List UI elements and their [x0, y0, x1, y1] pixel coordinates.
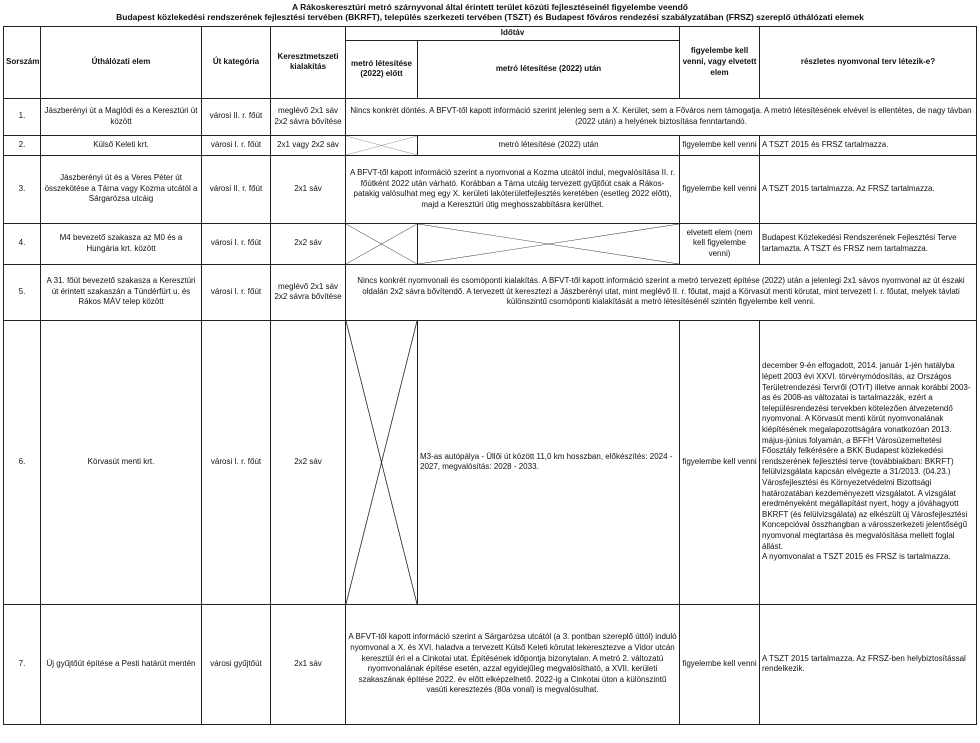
header-keresztmetszeti: Keresztmetszeti kialakítás — [271, 27, 346, 99]
row-idotav-note: A BFVT-től kapott információ szerint a nyomvonal a Kozma utcától indul, megvalósítása II. r. főútként 2022 után várható. Korábban a Tárna utcáig tervezett gyűjtőút csak a Rákos-patakig valósulhat meg egy X. kerületi lakóterületfejlesztés keretében (esetleg 2022 előtt), majd a Keresztúri útig meghosszabbításra kerülhet. — [346, 155, 680, 223]
row-kategoria: városi II. r. főút — [202, 98, 271, 135]
row-elem: Jászberényi út és a Veres Péter út összekötése a Tárna vagy Kozma utcától a Sárgarózsa utcáig — [41, 155, 202, 223]
row-kereszt: meglévő 2x1 sáv 2x2 sávra bővítése — [271, 264, 346, 320]
row-number: 1. — [4, 98, 41, 135]
row-elem: A 31. főút bevezető szakasza a Keresztúri út érintett szakaszán a Tündérfürt u. és Rákos MÁV telep között — [41, 264, 202, 320]
row-kategoria: városi I. r. főút — [202, 320, 271, 604]
table-row — [4, 320, 977, 604]
row-kategoria: városi gyűjtőút — [202, 604, 271, 724]
document-title — [0, 0, 980, 22]
header-figyelembe: figyelembe kell venni, vagy elvetett elem — [680, 27, 760, 99]
row-elem: Új gyűjtőút építése a Pesti határút mentén — [41, 604, 202, 724]
row-number: 3. — [4, 155, 41, 223]
crossed-out-cell — [346, 223, 418, 264]
row-number: 5. — [4, 264, 41, 320]
row-elem: M4 bevezető szakasza az M0 és a Hungária krt. között — [41, 223, 202, 264]
row-utan: M3-as autópálya - Üllői út között 11,0 km hosszban, előkészítés: 2024 - 2027, megvalósítás: 2028 - 2033. — [418, 320, 680, 604]
title-line-2: Budapest közlekedési rendszerének fejlesztési tervében (BKRFT), település szerkezeti tervében (TSZT) és Budapest főváros rendezési szabályzatában (FRSZ) szereplő úthálózati elemek — [116, 12, 864, 22]
row-reszletes: A TSZT 2015 és FRSZ tartalmazza. — [760, 135, 977, 155]
row-merged-note: Nincs konkrét nyomvonali és csomóponti kialakítás. A BFVT-től kapott információ szerint a metró tervezett építése (2022) után a jelenlegi 2x1 sávos nyomvonal az út északi oldalán 2x2 sávra bővítendő. A tervezett út keresztezi a Jászberényi utat, mint meglévő II. r. főutat, majd a Körvasút menti körutat, mint tervezett I. r. főutat, melyek távlati különszintű csomóponti kialakítását a metró létesítésénél szintén figyelembe kell venni. — [346, 264, 977, 320]
table-row — [4, 98, 977, 135]
table-row — [4, 155, 977, 223]
road-network-table — [3, 26, 977, 725]
row-kereszt: 2x1 sáv — [271, 604, 346, 724]
row-utan: metró létesítése (2022) után — [418, 135, 680, 155]
table-row — [4, 604, 977, 724]
row-elem: Körvasút menti krt. — [41, 320, 202, 604]
row-kereszt: 2x2 sáv — [271, 223, 346, 264]
table-row — [4, 223, 977, 264]
header-ut-kategoria: Út kategória — [202, 27, 271, 99]
row-reszletes — [760, 320, 977, 604]
header-row-1 — [4, 27, 977, 41]
crossed-out-cell — [418, 223, 680, 264]
row-merged-note: Nincs konkrét döntés. A BFVT-től kapott információ szerint jelenleg sem a X. Kerület, sem a Főváros nem támogatja. A metró létesítésének elvével is ellentétes, de nagy távban (2022 után) a helyének biztosítása fenntartandó. — [346, 98, 977, 135]
row-figyelembe: elvetett elem (nem kell figyelembe venni) — [680, 223, 760, 264]
row-kategoria: városi II. r. főút — [202, 155, 271, 223]
row-figyelembe: figyelembe kell venni — [680, 320, 760, 604]
header-uthalozati-elem: Úthálózati elem — [41, 27, 202, 99]
row-elem: Jászberényi út a Maglódi és a Keresztúri út között — [41, 98, 202, 135]
header-reszletes: részletes nyomvonal terv létezik-e? — [760, 27, 977, 99]
crossed-out-cell — [346, 320, 418, 604]
row-kategoria: városi I. r. főút — [202, 223, 271, 264]
header-sorszam: Sorszám — [4, 27, 41, 99]
row-number: 7. — [4, 604, 41, 724]
header-elott: metró létesítése (2022) előtt — [346, 40, 418, 98]
row-number: 6. — [4, 320, 41, 604]
row-figyelembe: figyelembe kell venni — [680, 604, 760, 724]
row-kategoria: városi I. r. főút — [202, 135, 271, 155]
header-idotav: Időtáv — [346, 27, 680, 41]
row-figyelembe: figyelembe kell venni — [680, 135, 760, 155]
row-kereszt: meglévő 2x1 sáv 2x2 sávra bővítése — [271, 98, 346, 135]
table-row — [4, 135, 977, 155]
row-kereszt: 2x2 sáv — [271, 320, 346, 604]
crossed-out-cell — [346, 135, 418, 155]
row-figyelembe: figyelembe kell venni — [680, 155, 760, 223]
row-kereszt: 2x1 vagy 2x2 sáv — [271, 135, 346, 155]
header-utan: metró létesítése (2022) után — [418, 40, 680, 98]
row-reszletes: Budapest Közlekedési Rendszerének Fejlesztési Terve tartamazta. A TSZT és FRSZ nem tartalmazza. — [760, 223, 977, 264]
row-reszletes-text: december 9-én elfogadott, 2014. január 1-jén hatályba lépett 2003 évi XXVI. törvénymódosítás, az Országos Területrendezési Tervről (OTrT) illetve annak korábbi 2003-as és 2008-as változatai is tartalmazzák, ezért a településrendezési tervekben kötelezően átvezetendő nyomvonal. A Körvasút menti körút nyomvonalának kiépítésének megalapozottságára vonatkozóan 2013. május-június folyamán, a BFFH Városüzemeltetési Főosztály felkérésére a BKK Budapest közlekedési rendszerének fejlesztési terve (továbbiakban: BKRFT) felülvizsgálata kapcsán elvégezte a 31/2013. (04.23.) Városfejlesztési és Környezetvédelmi Bizottsági határozatában kezdeményezett vizsgálatot. A vizsgálat eredményeként megállapítást nyert, hogy a jóváhagyott BKRFT (és felülvizsgálata) az elkészült új Városfejlesztési Koncepcióval összhangban a városszerkezeti jelentőségű nyomvonal megtartása és megvalósítása mellett foglal állást. — [762, 361, 971, 551]
row-number: 2. — [4, 135, 41, 155]
title-line-1: A Rákoskeresztúri metró szárnyvonal által érintett terület közúti fejlesztéseinél figyelembe veendő — [291, 2, 688, 12]
row-reszletes: A TSZT 2015 tartalmazza. Az FRSZ tartalmazza. — [760, 155, 977, 223]
row-number: 4. — [4, 223, 41, 264]
row-kereszt: 2x1 sáv — [271, 155, 346, 223]
row-kategoria: városi I. r. főút — [202, 264, 271, 320]
table-row — [4, 264, 977, 320]
row-reszletes-text-2: A nyomvonalat a TSZT 2015 és FRSZ is tartalmazza. — [762, 552, 951, 562]
row-reszletes: A TSZT 2015 tartalmazza. Az FRSZ-ben helybiztosítással rendelkezik. — [760, 604, 977, 724]
row-idotav-note: A BFVT-től kapott információ szerint a Sárgarózsa utcától (a 3. pontban szereplő úttól) induló nyomvonal a X. és XVI. haladva a tervezett Külső Keleti körutat lekeresztezve a Vidor utcán keresztül éri el a Cinkotai utat. Építésének időpontja bizonytalan. A metró 2. változatú nyomvonalának építése esetén, azzal egyidejűleg megvalósítható, a XVII. kerületi szakaszának építése 2022. év előtt elképzelhető. 2022-ig a Cinkotai úton a különszintű vasúti keresztezés (80a vonal) is megvalósulhat. — [346, 604, 680, 724]
row-elem: Külső Keleti krt. — [41, 135, 202, 155]
